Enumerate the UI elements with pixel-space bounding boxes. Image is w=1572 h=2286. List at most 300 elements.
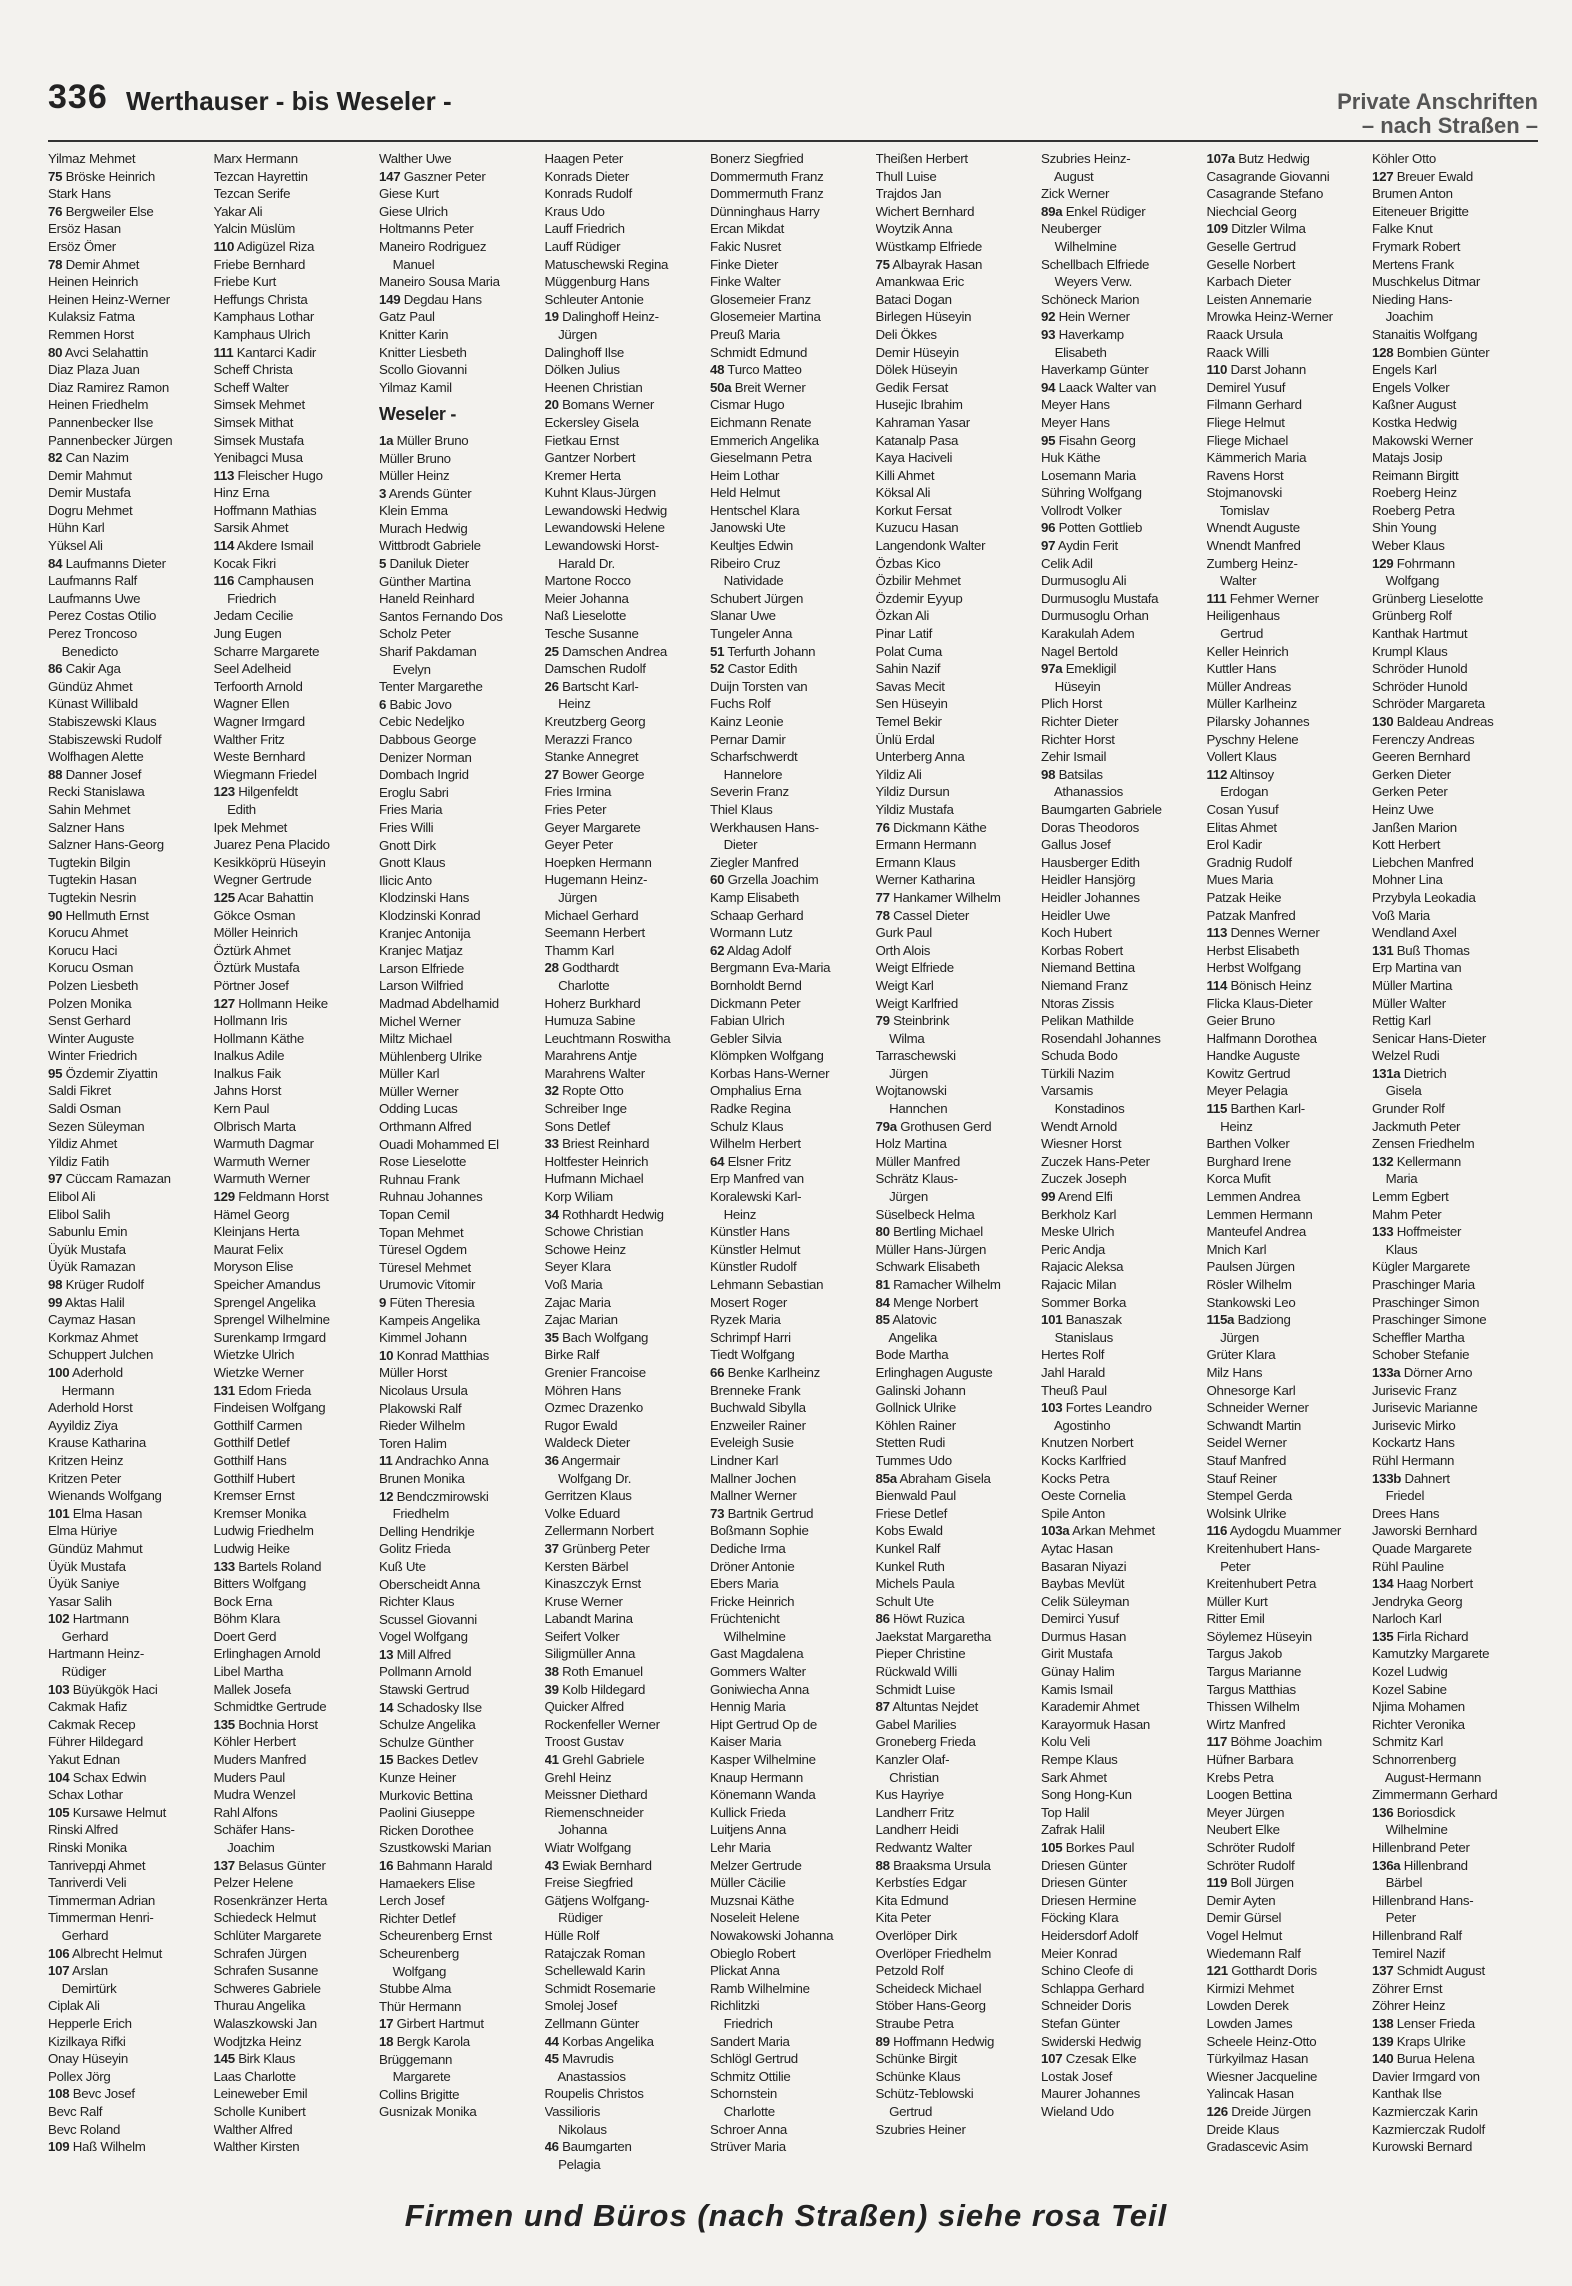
resident-name: August bbox=[1041, 168, 1094, 184]
resident-name: Bröske Heinrich bbox=[65, 168, 155, 184]
directory-entry bbox=[710, 273, 876, 291]
directory-entry bbox=[48, 924, 214, 942]
directory-entry bbox=[379, 1259, 545, 1277]
resident-name: Wolfhagen Alette bbox=[48, 749, 144, 765]
directory-entry bbox=[1207, 1839, 1373, 1857]
resident-name: Üyük Ramazan bbox=[48, 1259, 136, 1275]
directory-entry bbox=[1372, 607, 1538, 625]
resident-name: Yenibagci Musa bbox=[213, 450, 303, 466]
directory-column bbox=[1372, 150, 1538, 2180]
resident-name: Kreitenhubert Petra bbox=[1206, 1576, 1317, 1592]
directory-entry bbox=[545, 1628, 711, 1646]
directory-entry bbox=[710, 1118, 876, 1136]
directory-entry bbox=[1207, 1065, 1373, 1083]
directory-entry bbox=[876, 449, 1042, 467]
resident-name: Kritzen Heinz bbox=[48, 1452, 124, 1468]
directory-entry bbox=[48, 1663, 214, 1681]
directory-entry bbox=[1041, 1610, 1207, 1628]
directory-entry bbox=[710, 449, 876, 467]
resident-name: Frymark Robert bbox=[1372, 238, 1461, 254]
resident-name: Hepperle Erich bbox=[48, 2015, 132, 2031]
resident-name: Kersten Bärbel bbox=[544, 1558, 629, 1574]
directory-entry bbox=[1207, 1118, 1373, 1136]
resident-name: Seel Adelheid bbox=[213, 661, 291, 677]
directory-entry bbox=[214, 449, 380, 467]
resident-name: Künstler Helmut bbox=[710, 1241, 801, 1257]
resident-name: Golitz Frieda bbox=[379, 1541, 451, 1557]
directory-entry bbox=[1041, 819, 1207, 837]
directory-entry bbox=[1372, 1698, 1538, 1716]
resident-name: Elsner Fritz bbox=[727, 1153, 792, 1169]
directory-entry bbox=[710, 2138, 876, 2156]
directory-entry bbox=[876, 1153, 1042, 1171]
resident-name: Hühn Karl bbox=[48, 520, 105, 536]
directory-entry bbox=[1207, 1082, 1373, 1100]
resident-name: Ntoras Zissis bbox=[1041, 995, 1114, 1011]
directory-entry bbox=[1372, 326, 1538, 344]
house-number: 20 bbox=[544, 397, 559, 413]
directory-entry bbox=[1372, 1118, 1538, 1136]
resident-name: Zehir Ismail bbox=[1041, 749, 1107, 765]
resident-name: Niemand Bettina bbox=[1041, 960, 1135, 976]
directory-entry bbox=[1372, 1417, 1538, 1435]
resident-name: Hentschel Klara bbox=[710, 502, 800, 518]
directory-entry bbox=[48, 1452, 214, 1470]
directory-entry bbox=[876, 924, 1042, 942]
directory-entry bbox=[876, 1927, 1042, 1945]
directory-entry bbox=[214, 344, 380, 362]
resident-name: Andrachko Anna bbox=[395, 1453, 489, 1469]
resident-name: Stauf Reiner bbox=[1206, 1470, 1277, 1486]
directory-entry bbox=[48, 1645, 214, 1663]
directory-entry bbox=[710, 1663, 876, 1681]
resident-name: Fliege Michael bbox=[1206, 432, 1289, 448]
resident-name: Tenter Margarethe bbox=[379, 679, 483, 695]
directory-entry bbox=[48, 2121, 214, 2139]
resident-name: Richter Veronika bbox=[1372, 1716, 1465, 1732]
resident-name: Enzweiler Rainer bbox=[710, 1417, 806, 1433]
directory-entry bbox=[1041, 502, 1207, 520]
directory-entry bbox=[379, 872, 545, 890]
directory-entry bbox=[1041, 924, 1207, 942]
directory-entry bbox=[710, 959, 876, 977]
directory-entry bbox=[48, 1135, 214, 1153]
directory-entry bbox=[48, 326, 214, 344]
directory-entry bbox=[1207, 238, 1373, 256]
directory-entry bbox=[876, 678, 1042, 696]
resident-name: Liebchen Manfred bbox=[1372, 854, 1474, 870]
resident-name: Sahin Mehmet bbox=[48, 801, 131, 817]
resident-name: Haag Norbert bbox=[1396, 1576, 1473, 1592]
resident-name: Rüdiger bbox=[544, 1910, 603, 1926]
house-number: 113 bbox=[213, 467, 235, 483]
resident-name: Dörner Arno bbox=[1403, 1364, 1473, 1380]
directory-entry bbox=[545, 467, 711, 485]
directory-entry bbox=[48, 238, 214, 256]
resident-name: Schröder Hunold bbox=[1372, 661, 1468, 677]
resident-name: Zöhrer Heinz bbox=[1372, 1998, 1446, 2014]
resident-name: Saldi Osman bbox=[48, 1101, 121, 1117]
directory-entry bbox=[214, 1100, 380, 1118]
directory-entry bbox=[710, 1945, 876, 1963]
directory-entry bbox=[876, 1276, 1042, 1294]
resident-name: Weber Klaus bbox=[1372, 538, 1445, 554]
directory-entry bbox=[214, 273, 380, 291]
directory-entry bbox=[545, 1575, 711, 1593]
directory-entry bbox=[1207, 1540, 1373, 1558]
directory-entry bbox=[1041, 643, 1207, 661]
house-number: 88 bbox=[875, 1857, 890, 1873]
directory-entry bbox=[1041, 2050, 1207, 2068]
resident-name: Cassel Dieter bbox=[893, 907, 970, 923]
resident-name: Surenkamp Irmgard bbox=[213, 1329, 326, 1345]
resident-name: Kuttler Hans bbox=[1206, 661, 1277, 677]
resident-name: Hollmann Iris bbox=[213, 1013, 288, 1029]
directory-entry bbox=[545, 625, 711, 643]
directory-entry bbox=[214, 502, 380, 520]
resident-name: Elibol Salih bbox=[48, 1206, 111, 1222]
resident-name: Kocks Karlfried bbox=[1041, 1452, 1126, 1468]
directory-entry bbox=[876, 185, 1042, 203]
directory-entry bbox=[545, 1681, 711, 1699]
resident-name: Klaus bbox=[1372, 1241, 1418, 1257]
directory-entry bbox=[1207, 361, 1373, 379]
directory-column bbox=[48, 150, 214, 2180]
resident-name: Albayrak Hasan bbox=[892, 256, 983, 272]
directory-entry bbox=[1041, 1540, 1207, 1558]
resident-name: Joachim bbox=[1372, 309, 1433, 325]
resident-name: Hülle Rolf bbox=[544, 1927, 600, 1943]
directory-entry bbox=[545, 1118, 711, 1136]
resident-name: Buchwald Sibylla bbox=[710, 1400, 806, 1416]
directory-entry bbox=[545, 959, 711, 977]
resident-name: Batsilas bbox=[1058, 766, 1103, 782]
resident-name: Warmuth Werner bbox=[213, 1171, 310, 1187]
resident-name: Boriosdick bbox=[1396, 1804, 1456, 1820]
resident-name: Boll Jürgen bbox=[1230, 1875, 1294, 1891]
directory-entry bbox=[379, 1681, 545, 1699]
directory-entry bbox=[545, 713, 711, 731]
resident-name: Korbas Hans-Werner bbox=[710, 1065, 830, 1081]
resident-name: Möller Heinrich bbox=[213, 925, 298, 941]
resident-name: Wilhelmine bbox=[710, 1628, 786, 1644]
directory-entry bbox=[1372, 871, 1538, 889]
directory-entry bbox=[710, 643, 876, 661]
resident-name: Kaßner August bbox=[1372, 397, 1457, 413]
resident-name: Schulze Günther bbox=[379, 1734, 474, 1750]
directory-entry bbox=[1041, 995, 1207, 1013]
directory-entry bbox=[1041, 1276, 1207, 1294]
resident-name: Höwt Ruzica bbox=[893, 1611, 965, 1627]
resident-name: Wiesner Jacqueline bbox=[1206, 2068, 1318, 2084]
resident-name: Korp Wiliam bbox=[544, 1189, 613, 1205]
directory-entry bbox=[1207, 168, 1373, 186]
resident-name: Hermann bbox=[48, 1382, 115, 1398]
resident-name: Meyer Jürgen bbox=[1206, 1804, 1285, 1820]
resident-name: Fricke Heinrich bbox=[710, 1593, 795, 1609]
house-number: 43 bbox=[544, 1857, 559, 1873]
resident-name: Scollo Giovanni bbox=[379, 362, 467, 378]
house-number: 34 bbox=[544, 1206, 559, 1222]
resident-name: Böhme Joachim bbox=[1230, 1734, 1322, 1750]
resident-name: Murach Hedwig bbox=[379, 520, 468, 536]
resident-name: Borkes Paul bbox=[1065, 1840, 1135, 1855]
directory-entry bbox=[1372, 1082, 1538, 1100]
directory-entry bbox=[710, 1487, 876, 1505]
directory-entry bbox=[1207, 273, 1373, 291]
resident-name: Türkyilmaz Hasan bbox=[1206, 2051, 1309, 2067]
resident-name: Gotthilf Hubert bbox=[213, 1470, 295, 1486]
resident-name: Gotthilf Detlef bbox=[213, 1435, 290, 1451]
directory-entry bbox=[545, 1874, 711, 1892]
resident-name: Ritter Emil bbox=[1206, 1611, 1265, 1627]
resident-name: Marahrens Antje bbox=[544, 1048, 637, 1064]
footer-note: Firmen und Büros (nach Straßen) siehe rosa Teil bbox=[404, 2198, 1168, 2233]
directory-entry bbox=[379, 2068, 545, 2086]
resident-name: Ravens Horst bbox=[1206, 467, 1284, 483]
resident-name: Lowden James bbox=[1206, 2015, 1293, 2031]
resident-name: Groneberg Frieda bbox=[875, 1734, 976, 1750]
resident-name: Angelika bbox=[875, 1329, 937, 1345]
house-number: 114 bbox=[1206, 977, 1228, 993]
directory-entry bbox=[1207, 1434, 1373, 1452]
directory-entry bbox=[48, 766, 214, 784]
resident-name: Köhlen Rainer bbox=[875, 1417, 956, 1433]
directory-column bbox=[1207, 150, 1373, 2180]
directory-entry bbox=[1372, 432, 1538, 450]
resident-name: Plickat Anna bbox=[710, 1963, 780, 1979]
resident-name: Ruhnau Frank bbox=[379, 1171, 460, 1187]
directory-entry bbox=[876, 1434, 1042, 1452]
directory-entry bbox=[1207, 1399, 1373, 1417]
resident-name: Öztürk Mustafa bbox=[213, 960, 300, 976]
directory-entry bbox=[710, 783, 876, 801]
resident-name: Charlotte bbox=[710, 2103, 775, 2119]
resident-name: Müller Karlheinz bbox=[1206, 696, 1298, 712]
house-number: 99 bbox=[48, 1294, 63, 1310]
resident-name: Braaksma Ursula bbox=[893, 1857, 991, 1873]
resident-name: Ratajczak Roman bbox=[544, 1945, 645, 1961]
directory-entry bbox=[710, 766, 876, 784]
directory-entry bbox=[545, 1153, 711, 1171]
resident-name: Künstler Hans bbox=[710, 1224, 790, 1240]
directory-entry bbox=[1372, 1170, 1538, 1188]
resident-name: Kirmizi Mehmet bbox=[1206, 1980, 1294, 1996]
resident-name: Ricken Dorothee bbox=[379, 1822, 474, 1838]
directory-entry bbox=[1207, 308, 1373, 326]
directory-entry bbox=[379, 1822, 545, 1840]
directory-entry bbox=[1041, 854, 1207, 872]
directory-entry bbox=[214, 414, 380, 432]
resident-name: Vollrodt Volker bbox=[1041, 502, 1122, 518]
directory-entry bbox=[214, 783, 380, 801]
directory-entry bbox=[710, 871, 876, 889]
directory-entry bbox=[1207, 1276, 1373, 1294]
resident-name: Rühl Hermann bbox=[1372, 1452, 1455, 1468]
resident-name: Keultjes Edwin bbox=[710, 538, 794, 554]
directory-entry bbox=[214, 555, 380, 573]
house-number: 103a bbox=[1041, 1523, 1070, 1539]
directory-entry bbox=[1041, 731, 1207, 749]
resident-name: Schünke Klaus bbox=[875, 2068, 961, 2084]
resident-name: Bahmann Harald bbox=[396, 1858, 493, 1873]
directory-entry bbox=[710, 748, 876, 766]
resident-name: Hoffmann Hedwig bbox=[893, 2033, 995, 2049]
resident-name: Kerbstíes Edgar bbox=[875, 1875, 967, 1891]
house-number: 36 bbox=[544, 1452, 559, 1468]
resident-name: Yildiz Fatih bbox=[48, 1153, 109, 1169]
resident-name: Roupelis Christos bbox=[544, 2086, 644, 2102]
resident-name: Erp Martina van bbox=[1372, 960, 1462, 976]
resident-name: Simsek Mithat bbox=[213, 414, 294, 430]
directory-entry bbox=[48, 185, 214, 203]
directory-entry bbox=[545, 907, 711, 925]
resident-name: Handke Auguste bbox=[1206, 1048, 1300, 1064]
directory-entry bbox=[545, 273, 711, 291]
resident-name: Maneiro Rodriguez bbox=[379, 238, 487, 254]
resident-name: Urumovic Vitomir bbox=[379, 1277, 476, 1293]
resident-name: Pilarsky Johannes bbox=[1206, 714, 1310, 729]
resident-name: Türesel Mehmet bbox=[379, 1259, 471, 1275]
resident-name: Merazzi Franco bbox=[544, 731, 632, 747]
resident-name: August-Hermann bbox=[1372, 1769, 1482, 1785]
resident-name: Niechcial Georg bbox=[1206, 203, 1297, 219]
resident-name: Karakulah Adem bbox=[1041, 626, 1135, 642]
resident-name: Topan Cemil bbox=[379, 1207, 450, 1223]
directory-entry bbox=[876, 432, 1042, 450]
directory-entry bbox=[48, 678, 214, 696]
directory-entry bbox=[545, 643, 711, 661]
resident-name: Durmusoglu Ali bbox=[1041, 573, 1127, 589]
resident-name: Durmusoglu Mustafa bbox=[1041, 590, 1159, 606]
directory-entry bbox=[545, 1593, 711, 1611]
directory-entry bbox=[48, 1346, 214, 1364]
resident-name: Ziegler Manfred bbox=[710, 854, 799, 870]
directory-entry bbox=[710, 1100, 876, 1118]
resident-name: Schroer Anna bbox=[710, 2121, 787, 2137]
directory-entry bbox=[48, 2138, 214, 2156]
directory-entry bbox=[1372, 1364, 1538, 1382]
resident-name: Angermair bbox=[561, 1452, 621, 1468]
directory-entry bbox=[545, 238, 711, 256]
resident-name: Stetten Rudi bbox=[875, 1435, 946, 1451]
resident-name: Orthmann Alfred bbox=[379, 1119, 472, 1135]
directory-entry bbox=[876, 1769, 1042, 1787]
resident-name: Hannchen bbox=[875, 1101, 948, 1117]
resident-name: Edom Frieda bbox=[238, 1382, 312, 1398]
house-number: 73 bbox=[710, 1505, 725, 1521]
directory-entry bbox=[876, 1417, 1042, 1435]
resident-name: Danner Josef bbox=[65, 766, 142, 782]
directory-entry bbox=[876, 256, 1042, 274]
resident-name: Theißen Herbert bbox=[875, 151, 968, 166]
resident-name: Hüseyin bbox=[1041, 678, 1101, 694]
directory-entry bbox=[48, 801, 214, 819]
directory-entry bbox=[48, 555, 214, 573]
directory-entry bbox=[379, 185, 545, 203]
resident-name: Makowski Werner bbox=[1372, 432, 1473, 448]
directory-entry bbox=[876, 1364, 1042, 1382]
resident-name: Cüccam Ramazan bbox=[65, 1171, 171, 1187]
directory-entry bbox=[876, 1786, 1042, 1804]
house-number: 84 bbox=[48, 555, 63, 571]
directory-entry bbox=[1372, 1839, 1538, 1857]
resident-name: Walther Uwe bbox=[379, 151, 452, 166]
resident-name: Ohnesorge Karl bbox=[1206, 1382, 1296, 1398]
resident-name: Rose Lieselotte bbox=[379, 1154, 467, 1170]
house-number: 3 bbox=[379, 485, 387, 501]
directory-entry bbox=[545, 502, 711, 520]
directory-entry bbox=[710, 625, 876, 643]
directory-entry bbox=[710, 308, 876, 326]
directory-entry bbox=[48, 572, 214, 590]
resident-name: Heiligenhaus bbox=[1206, 608, 1280, 624]
house-number: 136 bbox=[1372, 1804, 1394, 1820]
resident-name: Onay Hüseyin bbox=[48, 2051, 128, 2067]
directory-entry bbox=[876, 150, 1042, 168]
resident-name: Schax Lothar bbox=[48, 1787, 123, 1803]
directory-entry bbox=[545, 1135, 711, 1153]
resident-name: Erp Manfred van bbox=[710, 1171, 804, 1187]
resident-name: Voß Maria bbox=[1372, 907, 1430, 923]
directory-entry bbox=[545, 695, 711, 713]
directory-entry bbox=[1041, 1206, 1207, 1224]
directory-entry bbox=[710, 660, 876, 678]
directory-entry bbox=[710, 836, 876, 854]
house-number: 38 bbox=[544, 1664, 559, 1680]
house-number: 88 bbox=[48, 766, 63, 782]
resident-name: Plich Horst bbox=[1041, 696, 1102, 712]
directory-entry bbox=[1207, 1821, 1373, 1839]
directory-entry bbox=[710, 1962, 876, 1980]
directory-entry bbox=[710, 801, 876, 819]
directory-entry bbox=[876, 1751, 1042, 1769]
resident-name: Ludwig Heike bbox=[213, 1540, 290, 1556]
resident-name: Gedik Fersat bbox=[875, 379, 949, 395]
resident-name: Gertrud bbox=[875, 2103, 933, 2119]
resident-name: Athanassios bbox=[1041, 784, 1123, 800]
resident-name: Scheff Christa bbox=[213, 362, 293, 378]
house-number: 86 bbox=[48, 661, 63, 677]
directory-entry bbox=[545, 1346, 711, 1364]
resident-name: Rempe Klaus bbox=[1041, 1752, 1118, 1768]
directory-entry bbox=[876, 783, 1042, 801]
resident-name: Scheff Walter bbox=[213, 379, 289, 395]
directory-entry bbox=[1041, 1821, 1207, 1839]
resident-name: Öztürk Ahmet bbox=[213, 942, 291, 958]
directory-entry bbox=[1207, 1804, 1373, 1822]
resident-name: Temel Bekir bbox=[875, 714, 942, 729]
directory-entry bbox=[710, 555, 876, 573]
directory-entry bbox=[1207, 1311, 1373, 1329]
resident-name: Grenier Francoise bbox=[544, 1364, 646, 1380]
directory-entry bbox=[710, 678, 876, 696]
directory-entry bbox=[1041, 150, 1207, 168]
resident-name: Gerhard bbox=[48, 1927, 109, 1943]
resident-name: Maria bbox=[1372, 1171, 1418, 1187]
directory-entry bbox=[1372, 1505, 1538, 1523]
resident-name: Overlöper Dirk bbox=[875, 1927, 958, 1943]
directory-entry bbox=[1207, 220, 1373, 238]
directory-entry bbox=[379, 801, 545, 819]
resident-name: Elma Hasan bbox=[72, 1505, 143, 1521]
directory-entry bbox=[1372, 1733, 1538, 1751]
directory-entry bbox=[48, 291, 214, 309]
directory-entry bbox=[876, 1681, 1042, 1699]
directory-entry bbox=[379, 1065, 545, 1083]
directory-entry bbox=[1372, 748, 1538, 766]
resident-name: Wolfgang bbox=[1372, 573, 1440, 589]
